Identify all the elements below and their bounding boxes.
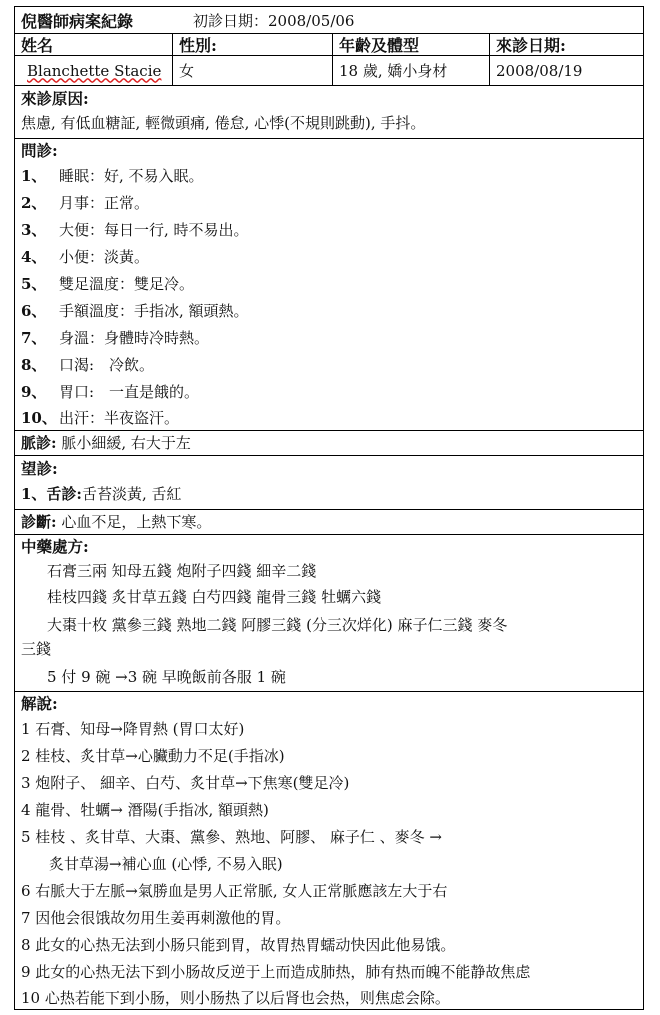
prescription-line: 大棗十枚 黨參三錢 熟地二錢 阿膠三錢 (分三次烊化) 麻子仁三錢 麥冬	[47, 616, 508, 634]
tongue-diagnosis: 1、舌診:舌苔淡黃, 舌紅	[21, 485, 182, 503]
title-row	[15, 7, 643, 34]
diagnosis-text: 心血不足，上熱下寒。	[61, 513, 212, 531]
explanation-label: 解說:	[21, 694, 58, 713]
inquiry-item: 7、 身溫：身體時冷時熱。	[21, 329, 210, 347]
prescription-dosage: 5 付 9 碗 →3 碗 早晚飯前各服 1 碗	[47, 668, 286, 686]
inquiry-item: 9、 胃口: 一直是餓的。	[21, 383, 200, 401]
observation-section	[15, 456, 643, 510]
patient-gender: 女	[172, 56, 332, 85]
reason-section	[15, 86, 643, 139]
inquiry-item: 1、 睡眠：好, 不易入眠。	[21, 167, 204, 185]
explanation-line: 6 右脈大于左脈→氣勝血是男人正常脈, 女人正常脈應該左大于右	[21, 882, 448, 900]
age-label: 年齡及體型	[332, 34, 489, 55]
explanation-line: 1 石膏、知母→降胃熱 (胃口太好)	[21, 720, 245, 738]
reason-text: 焦慮, 有低血糖証, 輕微頭痛, 倦怠, 心悸(不規則跳動), 手抖。	[21, 114, 426, 132]
explanation-line: 3 炮附子、 細辛、白芍、炙甘草→下焦寒(雙足冷)	[21, 774, 350, 792]
visit-date: 2008/08/19	[489, 56, 643, 85]
explanation-section	[15, 692, 643, 1011]
patient-age: 18 歲, 嬌小身材	[332, 56, 489, 85]
pulse-section	[15, 431, 643, 456]
diagnosis-line	[21, 512, 637, 532]
pulse-line	[21, 433, 637, 453]
explanation-line: 炙甘草湯→補心血 (心悸, 不易入眠)	[49, 855, 283, 873]
prescription-label: 中藥處方:	[21, 537, 89, 556]
inquiry-section	[15, 139, 643, 431]
inquiry-item: 4、 小便：淡黃。	[21, 248, 150, 266]
explanation-line: 5 桂枝 、炙甘草、大棗、黨參、熟地、阿膠、 麻子仁 、麥冬 →	[21, 828, 442, 846]
explanation-line: 2 桂枝、炙甘草→心臟動力不足(手指冰)	[21, 747, 285, 765]
visit-date-label: 來診日期:	[489, 34, 643, 55]
prescription-section	[15, 535, 643, 692]
medical-record-sheet	[14, 6, 644, 1010]
observation-label: 望診:	[21, 459, 58, 478]
explanation-line: 9 此女的心热无法下到小肠故反逆于上而造成肺热，肺有热而魄不能静故焦虑	[21, 963, 531, 981]
record-title: 倪醫師病案紀錄	[21, 11, 134, 31]
inquiry-item: 6、 手額溫度：手指冰, 額頭熱。	[21, 302, 249, 320]
prescription-line: 桂枝四錢 炙甘草五錢 白芍四錢 龍骨三錢 牡蠣六錢	[47, 588, 382, 606]
inquiry-item: 10、 出汗：半夜盜汗。	[21, 409, 180, 427]
inquiry-item: 5、 雙足溫度：雙足冷。	[21, 275, 195, 293]
explanation-line: 8 此女的心热无法到小肠只能到胃，故胃热胃蠕动快因此他易饿。	[21, 936, 456, 954]
inquiry-item: 3、 大便：每日一行, 時不易出。	[21, 221, 249, 239]
diagnosis-label: 診斷:	[21, 513, 57, 531]
pulse-text: 脈小細緩, 右大于左	[61, 434, 191, 452]
inquiry-item: 8、 口渴: 冷飲。	[21, 356, 155, 374]
prescription-line: 石膏三兩 知母五錢 炮附子四錢 細辛二錢	[47, 562, 317, 580]
prescription-line: 三錢	[21, 640, 52, 658]
name-label: 姓名	[21, 36, 54, 55]
patient-values-row	[15, 56, 643, 86]
patient-name: Blanchette Stacie	[27, 61, 162, 80]
reason-label: 來診原因:	[21, 89, 89, 108]
patient-header-row	[15, 34, 643, 56]
first-visit-date: 初診日期：2008/05/06	[193, 11, 355, 30]
pulse-label: 脈診:	[21, 434, 57, 452]
inquiry-label: 問診:	[21, 141, 58, 160]
explanation-line: 4 龍骨、牡蠣→ 潛陽(手指冰, 額頭熱)	[21, 801, 269, 819]
inquiry-item: 2、 月事：正常。	[21, 194, 150, 212]
diagnosis-section	[15, 510, 643, 535]
gender-label: 性別:	[172, 34, 332, 55]
explanation-line: 7 因他会很饿故勿用生姜再刺激他的胃。	[21, 909, 291, 927]
explanation-line: 10 心热若能下到小肠，则小肠热了以后肾也会热，则焦虑会除。	[21, 989, 450, 1007]
